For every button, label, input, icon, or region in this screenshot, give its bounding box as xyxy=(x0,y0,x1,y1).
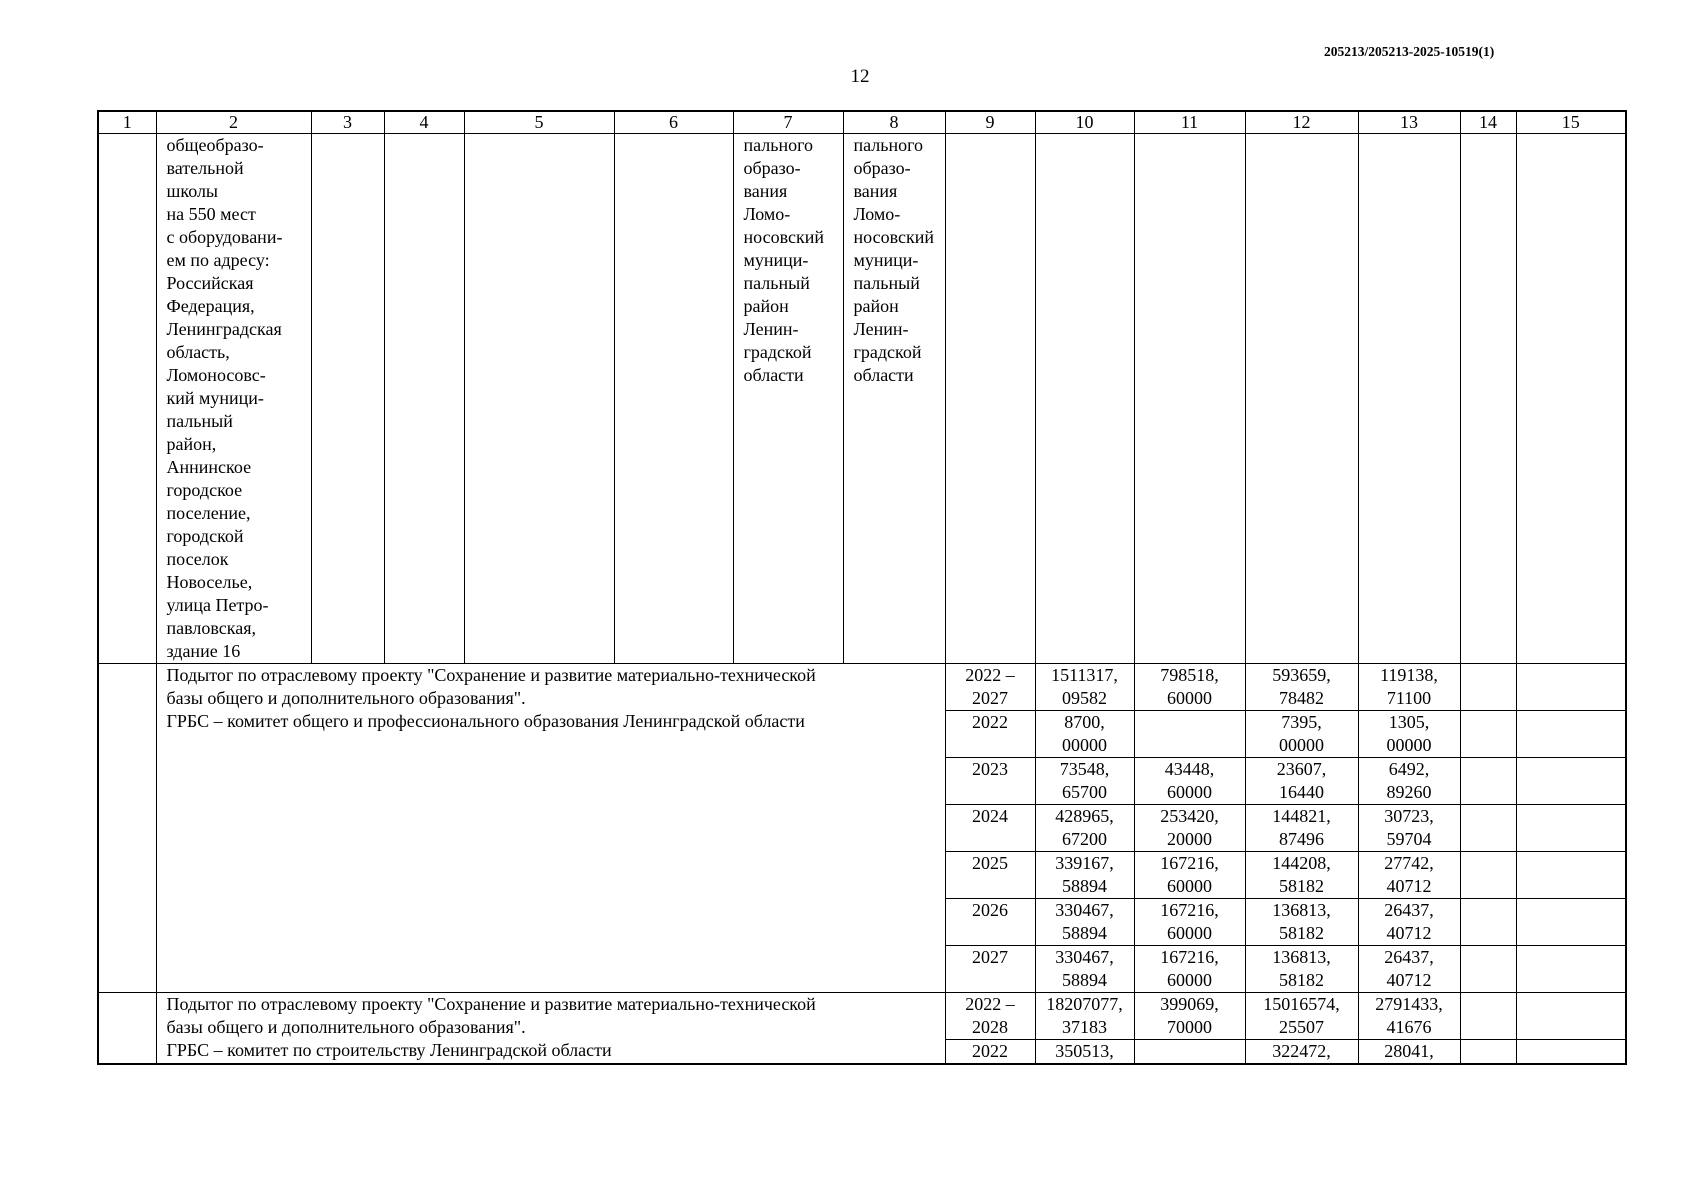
local-cell xyxy=(1358,1040,1460,1065)
local-cell-line: 41676 xyxy=(1386,1017,1432,1037)
object-name-line: Ленинградская xyxy=(166,319,282,339)
federal-cell-line: 60000 xyxy=(1167,876,1212,896)
object-cell-col3 xyxy=(311,134,384,664)
object-cell-col11 xyxy=(1134,134,1245,664)
object-cell-col10 xyxy=(1035,134,1134,664)
local-cell-line: 89260 xyxy=(1386,782,1432,802)
total-cell xyxy=(1035,852,1134,899)
local-cell xyxy=(1358,805,1460,852)
object-name-line: район, xyxy=(166,434,217,454)
federal-cell-line: 253420, xyxy=(1160,806,1219,826)
total-cell-line: 8700, xyxy=(1064,712,1105,732)
object-name-line: с оборудовани- xyxy=(166,227,283,247)
local-cell xyxy=(1358,711,1460,758)
regional-cell xyxy=(1245,758,1358,805)
subtotal-row xyxy=(98,993,1626,1040)
object-name-line: поселение, xyxy=(166,503,251,523)
column-number: 8 xyxy=(843,111,945,134)
local-cell xyxy=(1358,946,1460,993)
column-number: 10 xyxy=(1035,111,1134,134)
column-number: 5 xyxy=(464,111,614,134)
period-cell-line: 2026 xyxy=(972,900,1008,920)
federal-cell-line: 399069, xyxy=(1160,994,1219,1014)
regional-cell-line: 593659, xyxy=(1272,665,1331,685)
column-number: 3 xyxy=(311,111,384,134)
developer-line: носовский xyxy=(853,227,934,247)
total-cell-line: 58894 xyxy=(1062,970,1107,990)
col14-cell xyxy=(1460,899,1516,946)
col14-cell xyxy=(1460,946,1516,993)
subtotal-label xyxy=(156,993,945,1065)
total-cell-line: 330467, xyxy=(1055,947,1114,967)
period-cell-line: 2022 – xyxy=(965,665,1015,685)
federal-cell xyxy=(1134,758,1245,805)
customer-line: образо- xyxy=(743,158,801,178)
period-cell-line: 2025 xyxy=(972,853,1008,873)
period-cell-line: 2028 xyxy=(972,1017,1008,1037)
col14-cell xyxy=(1460,758,1516,805)
object-cell-col6 xyxy=(614,134,733,664)
object-cell-col12 xyxy=(1245,134,1358,664)
regional-cell xyxy=(1245,946,1358,993)
federal-cell-line: 60000 xyxy=(1167,782,1212,802)
total-cell xyxy=(1035,1040,1134,1065)
customer-line: Ленин- xyxy=(743,319,799,339)
developer-line: градской xyxy=(853,342,922,362)
regional-cell-line: 78482 xyxy=(1279,688,1324,708)
developer-line: пального xyxy=(853,135,924,155)
federal-cell xyxy=(1134,852,1245,899)
local-cell-line: 26437, xyxy=(1384,947,1434,967)
object-name-line: область, xyxy=(166,342,230,362)
regional-cell-line: 136813, xyxy=(1272,947,1331,967)
total-cell-line: 67200 xyxy=(1062,829,1107,849)
customer-line: Ломо- xyxy=(743,204,791,224)
col15-cell xyxy=(1516,805,1626,852)
column-number: 1 xyxy=(98,111,156,134)
total-cell-line: 00000 xyxy=(1062,735,1107,755)
local-cell-line: 28041, xyxy=(1384,1041,1434,1061)
object-name-line: на 550 мест xyxy=(166,204,256,224)
period-cell-line: 2024 xyxy=(972,806,1008,826)
document-id: 205213/205213-2025-10519(1) xyxy=(1324,44,1495,59)
regional-cell xyxy=(1245,1040,1358,1065)
federal-cell xyxy=(1134,664,1245,711)
local-cell xyxy=(1358,664,1460,711)
period-cell-line: 2022 – xyxy=(965,994,1015,1014)
federal-cell xyxy=(1134,899,1245,946)
object-name-line: школы xyxy=(166,181,219,201)
total-cell xyxy=(1035,993,1134,1040)
col15-cell xyxy=(1516,993,1626,1040)
col15-cell xyxy=(1516,711,1626,758)
object-name-line: городской xyxy=(166,526,244,546)
federal-cell-line: 167216, xyxy=(1160,900,1219,920)
federal-cell xyxy=(1134,711,1245,758)
total-cell-line: 330467, xyxy=(1055,900,1114,920)
local-cell-line: 40712 xyxy=(1386,876,1432,896)
col15-cell xyxy=(1516,664,1626,711)
federal-cell-line: 60000 xyxy=(1167,923,1212,943)
regional-cell xyxy=(1245,899,1358,946)
local-cell-line: 00000 xyxy=(1386,735,1432,755)
local-cell xyxy=(1358,899,1460,946)
column-number: 11 xyxy=(1134,111,1245,134)
local-cell-line: 59704 xyxy=(1386,829,1432,849)
object-cell-col2 xyxy=(156,134,311,664)
column-number: 7 xyxy=(733,111,843,134)
local-cell-line: 6492, xyxy=(1388,759,1430,779)
object-cell-col5 xyxy=(464,134,614,664)
period-cell-line: 2027 xyxy=(972,688,1008,708)
period-cell xyxy=(945,664,1035,711)
total-cell-line: 37183 xyxy=(1062,1017,1107,1037)
customer-line: пальный xyxy=(743,273,810,293)
federal-cell-line: 167216, xyxy=(1160,947,1219,967)
column-number: 9 xyxy=(945,111,1035,134)
local-cell xyxy=(1358,852,1460,899)
total-cell xyxy=(1035,946,1134,993)
regional-cell-line: 16440 xyxy=(1279,782,1324,802)
object-name-line: городское xyxy=(166,480,243,500)
regional-cell xyxy=(1245,664,1358,711)
object-name-line: Российская xyxy=(166,273,254,293)
period-cell xyxy=(945,852,1035,899)
period-cell xyxy=(945,711,1035,758)
federal-cell-line: 20000 xyxy=(1167,829,1212,849)
object-name-line: поселок xyxy=(166,549,229,569)
customer-line: градской xyxy=(743,342,812,362)
total-cell-line: 73548, xyxy=(1059,759,1110,779)
local-cell-line: 71100 xyxy=(1386,688,1432,708)
developer-line: район xyxy=(853,296,899,316)
developer-line: образо- xyxy=(853,158,911,178)
regional-cell-line: 7395, xyxy=(1281,712,1322,732)
regional-cell-line: 15016574, xyxy=(1263,994,1340,1014)
object-name-line: Аннинское xyxy=(166,457,252,477)
object-cell-col7 xyxy=(733,134,843,664)
object-name-line: улица Петро- xyxy=(166,595,269,615)
column-number: 2 xyxy=(156,111,311,134)
object-name-line: Федерация, xyxy=(166,296,255,316)
total-cell-line: 428965, xyxy=(1055,806,1114,826)
column-number: 12 xyxy=(1245,111,1358,134)
total-cell xyxy=(1035,805,1134,852)
subtotal-col1-cell xyxy=(98,664,156,993)
regional-cell-line: 322472, xyxy=(1272,1041,1331,1061)
object-cell-col8 xyxy=(843,134,945,664)
object-cell-col15 xyxy=(1516,134,1626,664)
local-cell xyxy=(1358,993,1460,1040)
developer-line: пальный xyxy=(853,273,920,293)
local-cell-line: 26437, xyxy=(1384,900,1434,920)
regional-cell-line: 00000 xyxy=(1279,735,1324,755)
object-name-line: вательной xyxy=(166,158,244,178)
period-cell-line: 2022 xyxy=(972,1041,1008,1061)
subtotal-label-line: ГРБС – комитет по строительству Ленинградской области xyxy=(166,1040,612,1060)
local-cell-line: 1305, xyxy=(1388,712,1430,732)
col14-cell xyxy=(1460,993,1516,1040)
column-number: 6 xyxy=(614,111,733,134)
total-cell-line: 1511317, xyxy=(1051,665,1118,685)
total-cell-line: 65700 xyxy=(1062,782,1107,802)
subtotal-label-line: базы общего и дополнительного образования". xyxy=(166,1017,526,1037)
col14-cell xyxy=(1460,664,1516,711)
object-name-line: пальный xyxy=(166,411,233,431)
local-cell-line: 119138, xyxy=(1380,665,1438,685)
subtotal-label-line: Подытог по отраслевому проекту "Сохранение и развитие материально-технической xyxy=(166,665,816,685)
federal-cell xyxy=(1134,805,1245,852)
object-cell-col1 xyxy=(98,134,156,664)
period-cell-line: 2023 xyxy=(972,759,1008,779)
column-number-row xyxy=(98,111,1626,134)
subtotal-label xyxy=(156,664,945,993)
regional-cell-line: 58182 xyxy=(1279,970,1324,990)
period-cell-line: 2022 xyxy=(972,712,1008,732)
col14-cell xyxy=(1460,1040,1516,1065)
regional-cell xyxy=(1245,805,1358,852)
customer-line: пального xyxy=(743,135,814,155)
col14-cell xyxy=(1460,711,1516,758)
federal-cell-line: 798518, xyxy=(1160,665,1219,685)
federal-cell xyxy=(1134,1040,1245,1065)
subtotal-label-line: ГРБС – комитет общего и профессионального образования Ленинградской области xyxy=(166,711,805,731)
object-name-line: павловская, xyxy=(166,618,256,638)
subtotal-label-line: Подытог по отраслевому проекту "Сохранение и развитие материально-технической xyxy=(166,994,816,1014)
regional-cell-line: 87496 xyxy=(1279,829,1324,849)
object-name-line: общеобразо- xyxy=(166,135,264,155)
federal-cell-line: 43448, xyxy=(1164,759,1215,779)
object-name-line: Ломоносовс- xyxy=(166,365,266,385)
col15-cell xyxy=(1516,758,1626,805)
regional-cell-line: 136813, xyxy=(1272,900,1331,920)
col15-cell xyxy=(1516,852,1626,899)
regional-cell-line: 23607, xyxy=(1276,759,1327,779)
regional-cell-line: 144208, xyxy=(1272,853,1331,873)
period-cell xyxy=(945,899,1035,946)
federal-cell xyxy=(1134,946,1245,993)
customer-line: области xyxy=(743,365,804,385)
developer-line: муници- xyxy=(853,250,919,270)
total-cell xyxy=(1035,758,1134,805)
object-name-line: Новоселье, xyxy=(166,572,253,592)
period-cell xyxy=(945,993,1035,1040)
object-name-line: кий муници- xyxy=(166,388,264,408)
customer-line: вания xyxy=(743,181,788,201)
col15-cell xyxy=(1516,946,1626,993)
regional-cell xyxy=(1245,852,1358,899)
object-cell-col13 xyxy=(1358,134,1460,664)
customer-line: муници- xyxy=(743,250,809,270)
regional-cell xyxy=(1245,711,1358,758)
budget-table xyxy=(97,110,1627,1065)
page-number: 12 xyxy=(850,66,870,87)
developer-line: области xyxy=(853,365,914,385)
total-cell-line: 58894 xyxy=(1062,923,1107,943)
subtotal-row xyxy=(98,664,1626,711)
developer-line: Ленин- xyxy=(853,319,909,339)
total-cell xyxy=(1035,899,1134,946)
federal-cell xyxy=(1134,993,1245,1040)
total-cell xyxy=(1035,664,1134,711)
column-number: 13 xyxy=(1358,111,1460,134)
regional-cell-line: 58182 xyxy=(1279,876,1324,896)
object-name-line: ем по адресу: xyxy=(166,250,270,270)
subtotal-col1-cell xyxy=(98,993,156,1065)
object-cell-col9 xyxy=(945,134,1035,664)
column-number: 14 xyxy=(1460,111,1516,134)
developer-line: вания xyxy=(853,181,898,201)
col14-cell xyxy=(1460,852,1516,899)
federal-cell-line: 60000 xyxy=(1167,688,1212,708)
period-cell-line: 2027 xyxy=(972,947,1008,967)
object-cell-col4 xyxy=(384,134,464,664)
column-number: 4 xyxy=(384,111,464,134)
period-cell xyxy=(945,805,1035,852)
object-name-line: здание 16 xyxy=(166,641,241,661)
federal-cell-line: 70000 xyxy=(1167,1017,1212,1037)
federal-cell-line: 167216, xyxy=(1160,853,1219,873)
object-row xyxy=(98,134,1626,664)
local-cell-line: 40712 xyxy=(1386,970,1432,990)
developer-line: Ломо- xyxy=(853,204,901,224)
regional-cell-line: 144821, xyxy=(1272,806,1331,826)
period-cell xyxy=(945,946,1035,993)
col15-cell xyxy=(1516,899,1626,946)
local-cell-line: 40712 xyxy=(1386,923,1432,943)
local-cell-line: 2791433, xyxy=(1375,994,1443,1014)
total-cell-line: 350513, xyxy=(1055,1041,1114,1061)
total-cell-line: 09582 xyxy=(1062,688,1107,708)
total-cell-line: 58894 xyxy=(1062,876,1107,896)
subtotal-label-line: базы общего и дополнительного образования". xyxy=(166,688,526,708)
object-cell-col14 xyxy=(1460,134,1516,664)
period-cell xyxy=(945,758,1035,805)
local-cell-line: 30723, xyxy=(1384,806,1434,826)
customer-line: район xyxy=(743,296,789,316)
total-cell-line: 18207077, xyxy=(1046,994,1123,1014)
total-cell xyxy=(1035,711,1134,758)
column-number: 15 xyxy=(1516,111,1626,134)
local-cell-line: 27742, xyxy=(1384,853,1434,873)
period-cell xyxy=(945,1040,1035,1065)
total-cell-line: 339167, xyxy=(1055,853,1114,873)
regional-cell-line: 58182 xyxy=(1279,923,1324,943)
col15-cell xyxy=(1516,1040,1626,1065)
col14-cell xyxy=(1460,805,1516,852)
federal-cell-line: 60000 xyxy=(1167,970,1212,990)
local-cell xyxy=(1358,758,1460,805)
regional-cell-line: 25507 xyxy=(1279,1017,1324,1037)
regional-cell xyxy=(1245,993,1358,1040)
customer-line: носовский xyxy=(743,227,824,247)
